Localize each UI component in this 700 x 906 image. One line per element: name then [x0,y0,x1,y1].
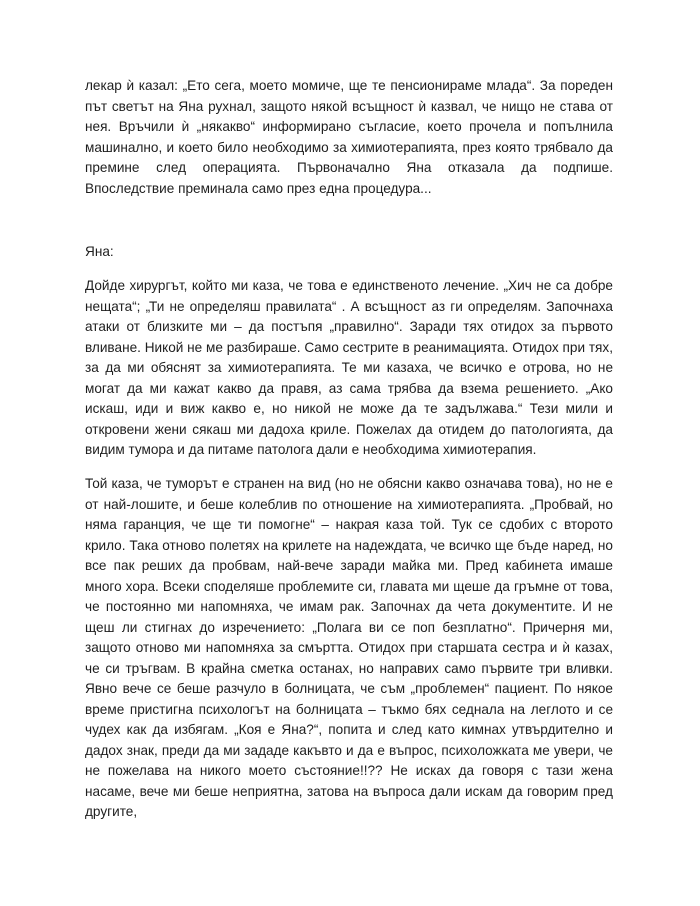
paragraph-surgeon: Дойде хирургът, който ми каза, че това е единственото лечение. „Хич не са добре нещата“; „Ти не определяш правилата“ . А всъщност аз ги определям. Започнаха атаки от близките ми – да постъпя „правилно“. Заради тях отидох за първото вливане. Никой не ме разбираше. Само сестрите в реанимацията. Отидох при тях, за да ми обяснят за химиотерапията. Те ми казаха, че всичко е отрова, но не могат да ми кажат какво да правя, аз сама трябва да взема решението. „Ако искаш, иди и виж какво е, но никой не може да те задължава.“ Тези мили и откровени жени сякаш ми дадоха криле. Пожелах да отидем до патологията, да видим тумора и да питаме патолога дали е необходима химиотерапия. [85,278,613,457]
paragraph-intro: лекар ѝ казал: „Ето сега, моето момиче, ще те пенсионираме млада“. За пореден път светът на Яна рухнал, защото някой всъщност ѝ казвал, че нищо не става от нея. Връчили ѝ „някакво“ информирано съгласие, което прочела и попълнила машинално, и което било необходимо за химиотерапията, през която трябвало да премине след операцията. Първоначално Яна отказала да подпише. Впоследствие преминала само през една процедура... [85,78,613,196]
speaker-label: Яна: [85,244,114,259]
paragraph-pathologist: Той каза, че туморът е странен на вид (но не обясни какво означава това), но не е от най-лошите, и беше колеблив по отношение на химиотерапията. „Пробвай, но няма гаранция, че ще ти помогне“ – накрая каза той. Тук се сдобих с второто крило. Така отново полетях на крилете на надеждата, че всичко ще бъде наред, но все пак реших да пробвам, най-вече заради майка ми. Пред кабинета имаше много хора. Всеки споделяше проблемите си, главата ми щеше да гръмне от това, че постоянно ми напомняха, че имам рак. Започнах да чета документите. И не щеш ли стигнах до изречението: „Полага ви се поп безплатно“. Причерня ми, защото отново ми напомняха за смъртта. Отидох при старшата сестра и ѝ казах, че си тръгвам. В крайна сметка останах, но направих само първите три вливки. Явно вече се беше разчуло в болницата, че съм „проблемен“ пациент. По някое време пристигна психологът на болницата – тъкмо бях седнала на леглото и се чудех как да избягам. „Коя е Яна?“, попита и след като кимнах утвърдително и дадох знак, преди да ми зададе какъвто и да е въпрос, психоложката ме увери, че не пожелава на никого моето състояние!!?? Не исках да говоря с тази жена насаме, вече ми беше неприятна, затова на въпроса дали искам да говорим пред другите, [85,476,613,819]
